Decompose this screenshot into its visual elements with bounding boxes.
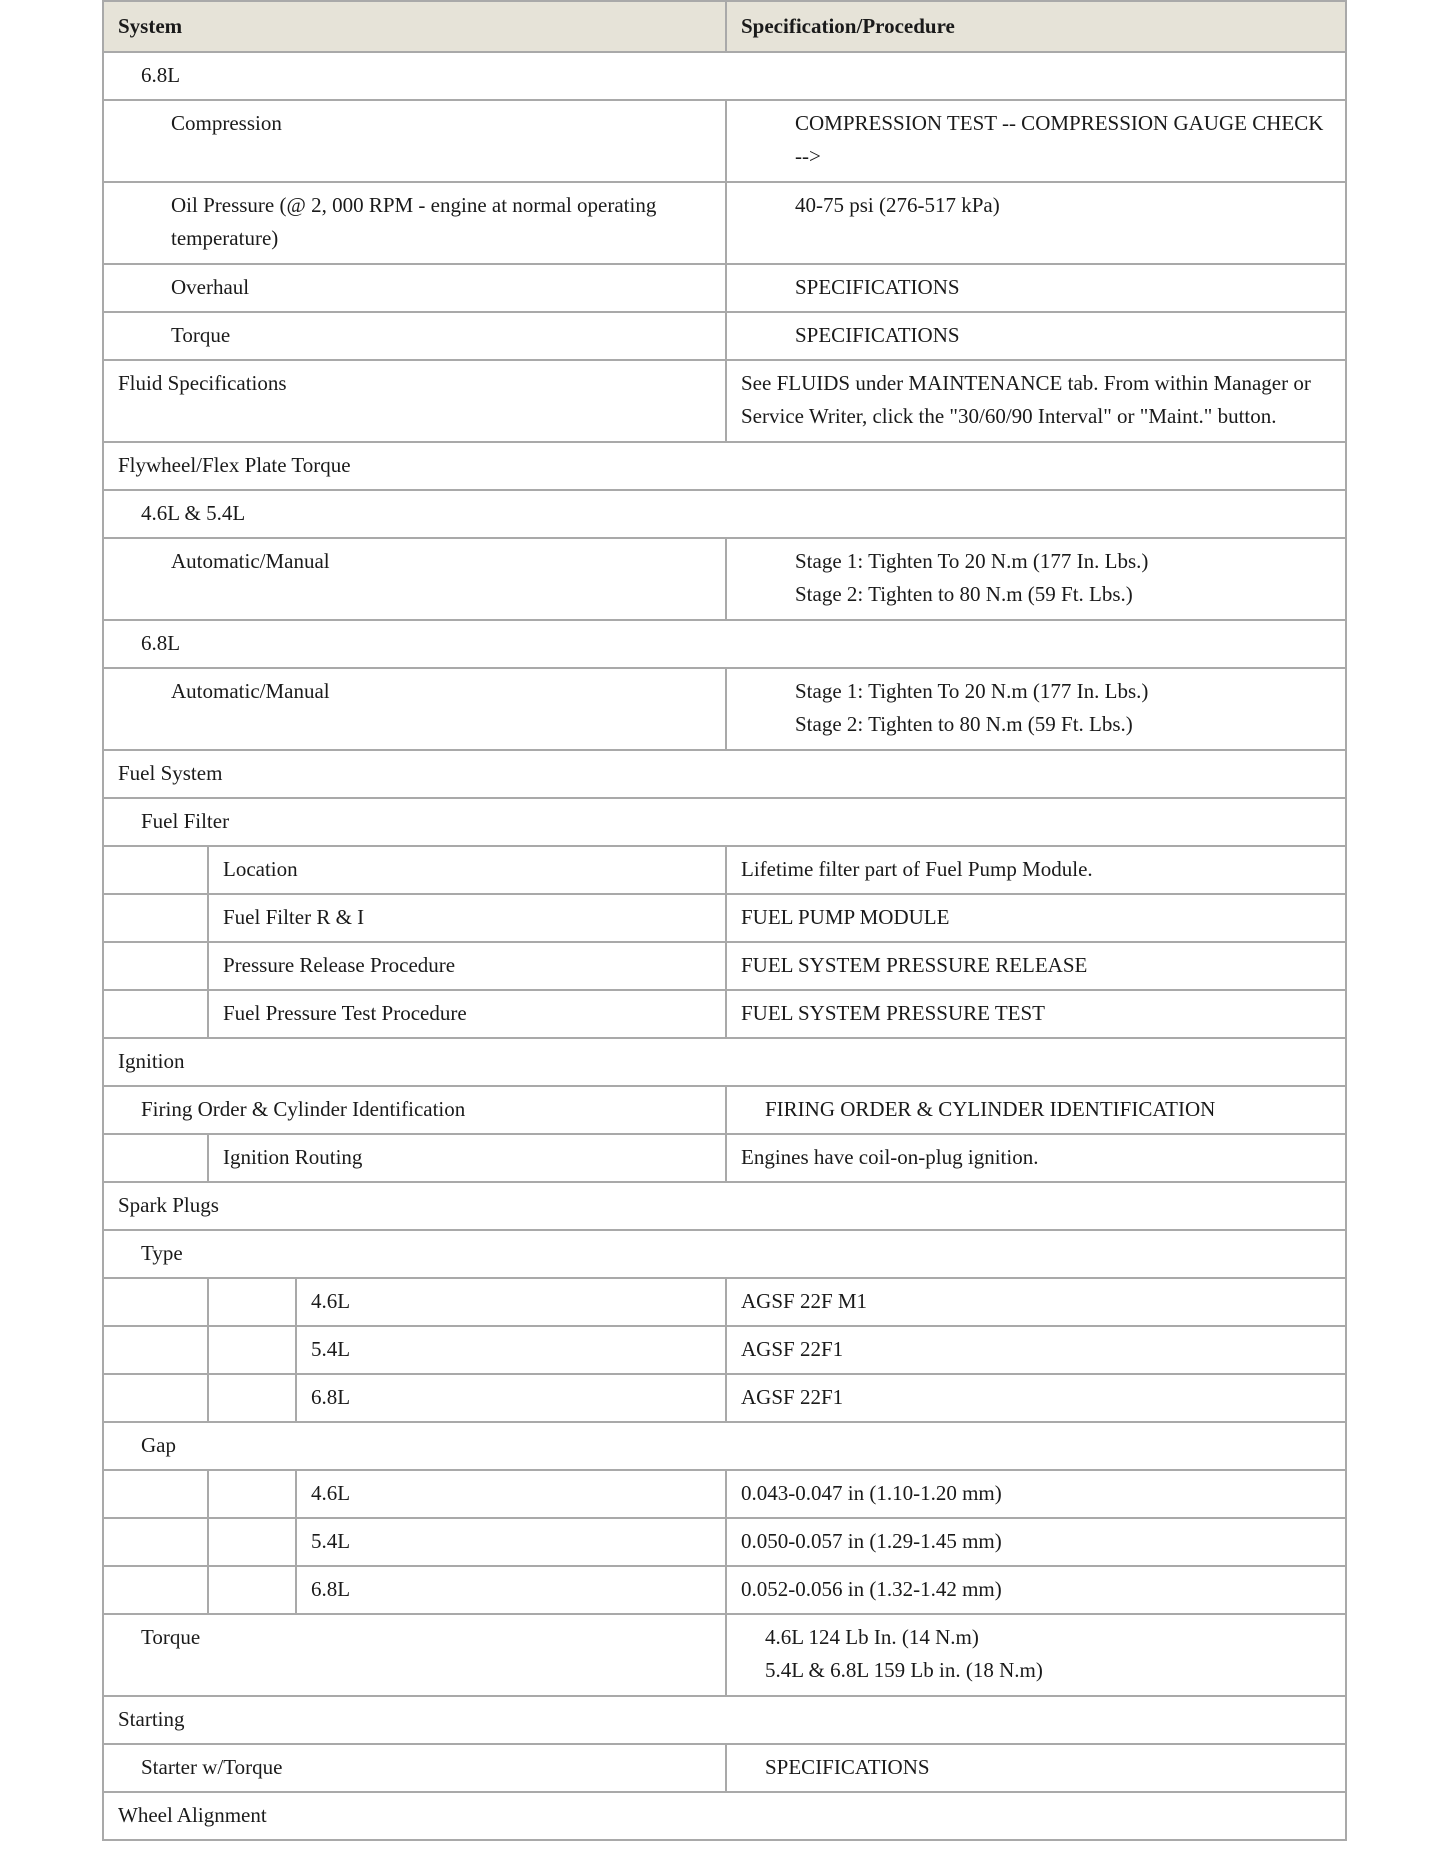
row-value: Engines have coil-on-plug ignition. [726, 1134, 1346, 1182]
row-label: Fluid Specifications [103, 360, 726, 442]
value-line: Stage 2: Tighten to 80 N.m (59 Ft. Lbs.) [795, 582, 1133, 606]
row-value [726, 1614, 1346, 1696]
section-label: 4.6L & 5.4L [103, 490, 1346, 538]
table-row [103, 1326, 1346, 1374]
section-label: Fuel System [103, 750, 1346, 798]
row-value: AGSF 22F M1 [726, 1278, 1346, 1326]
row-label: Compression [103, 100, 726, 182]
table-row [103, 1566, 1346, 1614]
table-row [103, 100, 1346, 182]
row-value: SPECIFICATIONS [726, 312, 1346, 360]
row-label: Torque [103, 1614, 726, 1696]
row-label: 4.6L [296, 1278, 726, 1326]
empty-cell [103, 1278, 208, 1326]
row-label: Ignition Routing [208, 1134, 726, 1182]
row-label: Starter w/Torque [103, 1744, 726, 1792]
empty-cell [208, 1326, 296, 1374]
section-label: Flywheel/Flex Plate Torque [103, 442, 1346, 490]
table-row [103, 1744, 1346, 1792]
row-label: Torque [103, 312, 726, 360]
header-row [103, 1, 1346, 52]
section-label: Spark Plugs [103, 1182, 1346, 1230]
section-row [103, 798, 1346, 846]
table-row [103, 1470, 1346, 1518]
table-row [103, 1614, 1346, 1696]
table-row [103, 538, 1346, 620]
row-label: Pressure Release Procedure [208, 942, 726, 990]
row-label: Oil Pressure (@ 2, 000 RPM - engine at normal operating temperature) [103, 182, 726, 264]
row-value: See FLUIDS under MAINTENANCE tab. From within Manager or Service Writer, click the "30/60/90 Interval" or "Maint." button. [726, 360, 1346, 442]
row-value: 0.050-0.057 in (1.29-1.45 mm) [726, 1518, 1346, 1566]
section-label: Type [103, 1230, 1346, 1278]
spec-table [102, 0, 1347, 1841]
table-row [103, 1278, 1346, 1326]
empty-cell [103, 1134, 208, 1182]
row-value: FUEL SYSTEM PRESSURE TEST [726, 990, 1346, 1038]
section-label: Ignition [103, 1038, 1346, 1086]
section-label: Gap [103, 1422, 1346, 1470]
empty-cell [103, 1518, 208, 1566]
empty-cell [103, 894, 208, 942]
section-label: 6.8L [103, 620, 1346, 668]
section-row [103, 442, 1346, 490]
empty-cell [103, 1470, 208, 1518]
table-row [103, 990, 1346, 1038]
table-row [103, 312, 1346, 360]
empty-cell [103, 1374, 208, 1422]
row-value: FUEL PUMP MODULE [726, 894, 1346, 942]
value-line: 5.4L & 6.8L 159 Lb in. (18 N.m) [765, 1658, 1043, 1682]
row-label: Automatic/Manual [103, 538, 726, 620]
row-label: 5.4L [296, 1326, 726, 1374]
section-row [103, 1038, 1346, 1086]
column-header-spec: Specification/Procedure [726, 1, 1346, 52]
value-line: 4.6L 124 Lb In. (14 N.m) [765, 1625, 979, 1649]
empty-cell [103, 990, 208, 1038]
table-row [103, 182, 1346, 264]
table-row [103, 894, 1346, 942]
row-label: Firing Order & Cylinder Identification [103, 1086, 726, 1134]
row-value: SPECIFICATIONS [726, 264, 1346, 312]
section-label: 6.8L [103, 52, 1346, 100]
row-label: Fuel Pressure Test Procedure [208, 990, 726, 1038]
row-label: Overhaul [103, 264, 726, 312]
row-value [726, 538, 1346, 620]
empty-cell [103, 1326, 208, 1374]
column-header-system: System [103, 1, 726, 52]
row-value [726, 668, 1346, 750]
row-label: Location [208, 846, 726, 894]
section-row [103, 750, 1346, 798]
section-label: Fuel Filter [103, 798, 1346, 846]
section-row [103, 620, 1346, 668]
table-row [103, 264, 1346, 312]
section-row [103, 52, 1346, 100]
section-row [103, 490, 1346, 538]
row-value: 0.043-0.047 in (1.10-1.20 mm) [726, 1470, 1346, 1518]
empty-cell [208, 1470, 296, 1518]
section-row [103, 1230, 1346, 1278]
table-row [103, 1518, 1346, 1566]
row-value: 0.052-0.056 in (1.32-1.42 mm) [726, 1566, 1346, 1614]
table-row [103, 1134, 1346, 1182]
empty-cell [103, 1566, 208, 1614]
row-label: 4.6L [296, 1470, 726, 1518]
row-value: FUEL SYSTEM PRESSURE RELEASE [726, 942, 1346, 990]
section-row [103, 1182, 1346, 1230]
table-row [103, 1086, 1346, 1134]
row-value: AGSF 22F1 [726, 1374, 1346, 1422]
row-label: 6.8L [296, 1374, 726, 1422]
row-value: Lifetime filter part of Fuel Pump Module. [726, 846, 1346, 894]
value-line: Stage 2: Tighten to 80 N.m (59 Ft. Lbs.) [795, 712, 1133, 736]
row-label: 6.8L [296, 1566, 726, 1614]
row-label: Automatic/Manual [103, 668, 726, 750]
empty-cell [103, 942, 208, 990]
table-row [103, 360, 1346, 442]
section-label: Starting [103, 1696, 1346, 1744]
empty-cell [208, 1278, 296, 1326]
section-label: Wheel Alignment [103, 1792, 1346, 1840]
row-label: 5.4L [296, 1518, 726, 1566]
value-line: Stage 1: Tighten To 20 N.m (177 In. Lbs.) [795, 549, 1149, 573]
empty-cell [208, 1566, 296, 1614]
section-row [103, 1696, 1346, 1744]
row-label: Fuel Filter R & I [208, 894, 726, 942]
empty-cell [208, 1374, 296, 1422]
row-value: AGSF 22F1 [726, 1326, 1346, 1374]
table-row [103, 1374, 1346, 1422]
row-value: 40-75 psi (276-517 kPa) [726, 182, 1346, 264]
value-line: Stage 1: Tighten To 20 N.m (177 In. Lbs.) [795, 679, 1149, 703]
section-row [103, 1792, 1346, 1840]
row-value: FIRING ORDER & CYLINDER IDENTIFICATION [726, 1086, 1346, 1134]
table-row [103, 846, 1346, 894]
table-row [103, 942, 1346, 990]
row-value: SPECIFICATIONS [726, 1744, 1346, 1792]
section-row [103, 1422, 1346, 1470]
empty-cell [103, 846, 208, 894]
empty-cell [208, 1518, 296, 1566]
row-value: COMPRESSION TEST -- COMPRESSION GAUGE CHECK --> [726, 100, 1346, 182]
table-row [103, 668, 1346, 750]
